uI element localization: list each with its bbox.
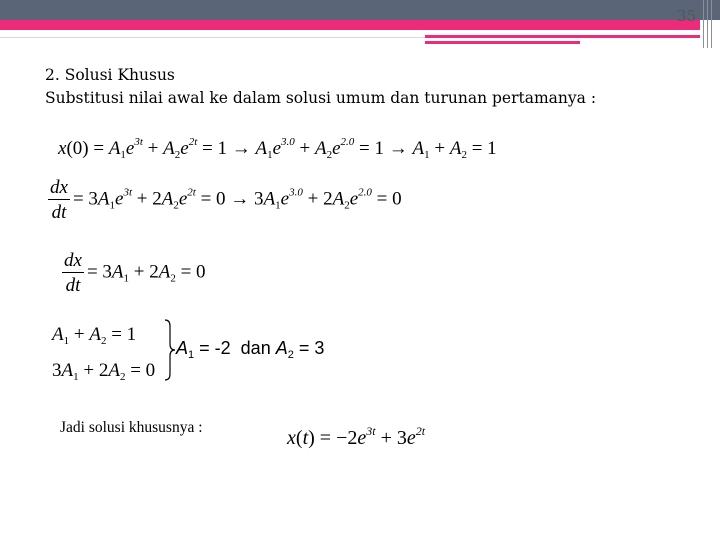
equation-derivative-simplified: $\frac{dx}{dt}$ = $3A_1 + 2A_2 = 0$ bbox=[64, 250, 206, 296]
brace-icon bbox=[163, 318, 177, 382]
equation-system bbox=[52, 320, 155, 392]
divider-vertical bbox=[711, 0, 712, 48]
accent-line-short bbox=[425, 41, 580, 44]
particular-solution: $x(t) = -2e^{3t} + 3e^{2t}$ bbox=[287, 424, 426, 449]
solution-conjunction: dan bbox=[240, 338, 271, 358]
page-number: 35 bbox=[676, 7, 696, 25]
equation-initial-condition: $x(0) = A_1e^{3t} + A_2e^{2t} = 1 \to A_1e^{3.0} + A_2e^{2.0} = 1 \to A_1 + A_2 = 1$ bbox=[58, 136, 497, 161]
accent-line bbox=[425, 35, 700, 38]
divider-vertical bbox=[703, 0, 704, 48]
system-row-1: $A_1 + A_2 = 1$ bbox=[52, 324, 137, 347]
equation-derivative-condition: $\frac{dx}{dt}$ = $3A_1e^{3t} + 2A_2e^{2t} = 0 \to 3A_1e^{3.0} + 2A_2e^{2.0} = 0$ bbox=[50, 177, 402, 223]
section-subheading: Substitusi nilai awal ke dalam solusi umum dan turunan pertamanya : bbox=[45, 89, 597, 107]
system-solution: $A_1 = -2$ dan $A_2 = 3$ bbox=[176, 338, 325, 361]
divider-vertical bbox=[707, 0, 708, 48]
accent-bar bbox=[0, 20, 700, 30]
system-row-2: $3A_1 + 2A_2 = 0$ bbox=[52, 360, 156, 383]
header-bar bbox=[0, 0, 720, 20]
section-heading: 2. Solusi Khusus bbox=[45, 66, 175, 84]
conclusion-label: Jadi solusi khususnya : bbox=[60, 419, 203, 436]
